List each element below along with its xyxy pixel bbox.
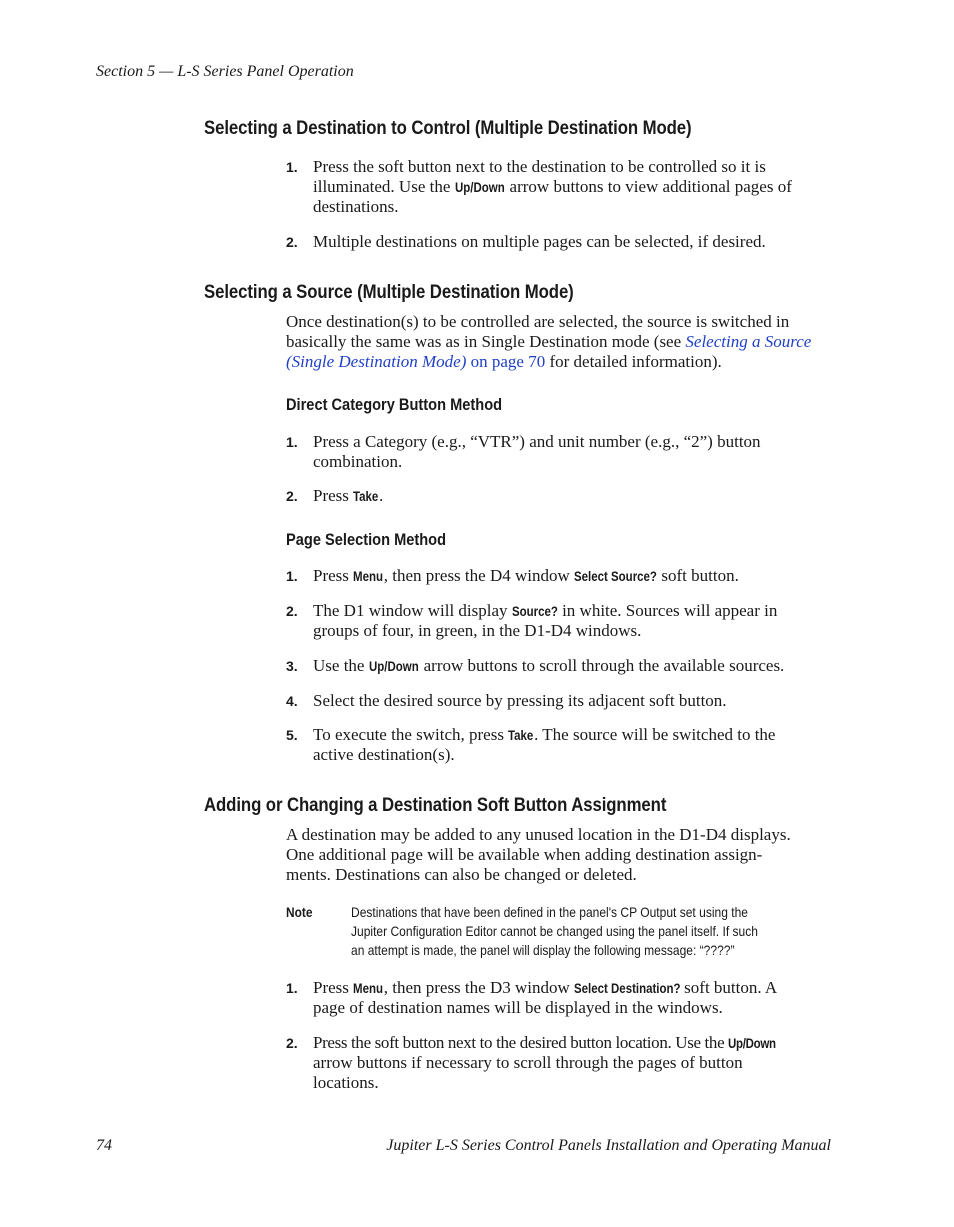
cross-reference-link[interactable]: Selecting a Source xyxy=(685,332,812,351)
step-text: Press a Category (e.g., “VTR”) and unit number (e.g., “2”) button xyxy=(313,432,761,451)
step-number: 1. xyxy=(286,568,298,584)
step-text: Press xyxy=(313,978,354,997)
step-text: arrow buttons to view additional pages of xyxy=(505,177,792,196)
step-text: , then press the D3 window xyxy=(383,978,574,997)
step-number: 1. xyxy=(286,434,298,450)
paragraph-text: One additional page will be available when adding destination assign- xyxy=(286,845,763,864)
page-number: 74 xyxy=(96,1137,112,1154)
step-text: in white. Sources will appear in xyxy=(557,601,778,620)
note-line: Destinations that have been defined in the panel's CP Output set using the xyxy=(351,904,748,920)
section-heading-adding-destination: Adding or Changing a Destination Soft Button Assignment xyxy=(204,794,667,816)
key-label: Take xyxy=(508,727,534,743)
key-label: Up/Down xyxy=(454,179,505,195)
step-text: Use the xyxy=(313,656,369,675)
step-text: The D1 window will display xyxy=(313,601,512,620)
section-heading-select-source: Selecting a Source (Multiple Destination Mode) xyxy=(204,281,574,303)
step-text: combination. xyxy=(313,452,403,471)
step-text: Select the desired source by pressing its adjacent soft button. xyxy=(313,691,727,710)
list-item xyxy=(286,691,834,711)
list-item xyxy=(286,157,834,217)
step-number: 4. xyxy=(286,693,298,709)
step-text: illuminated. Use the xyxy=(313,177,455,196)
note-line: an attempt is made, the panel will display the following message: “????” xyxy=(351,942,735,958)
step-number: 2. xyxy=(286,234,298,250)
paragraph-text: Once destination(s) to be controlled are selected, the source is switched in xyxy=(286,312,790,331)
manual-title: Jupiter L-S Series Control Panels Installation and Operating Manual xyxy=(386,1137,831,1154)
list-item xyxy=(286,601,834,641)
key-label: Select Destination? xyxy=(574,980,681,996)
step-text: groups of four, in green, in the D1-D4 windows. xyxy=(313,621,642,640)
note-text xyxy=(351,903,821,960)
step-text: locations. xyxy=(313,1073,379,1092)
intro-paragraph xyxy=(286,825,834,885)
page-reference-link[interactable]: on page 70 xyxy=(466,352,546,371)
section-heading-select-destination: Selecting a Destination to Control (Multiple Destination Mode) xyxy=(204,117,692,139)
step-number: 5. xyxy=(286,727,298,743)
step-text: soft button. A xyxy=(679,978,778,997)
step-number: 2. xyxy=(286,488,298,504)
list-item xyxy=(286,486,834,506)
paragraph-text: A destination may be added to any unused location in the D1-D4 displays. xyxy=(286,825,791,844)
list-item xyxy=(286,656,834,676)
step-text: To execute the switch, press xyxy=(313,725,509,744)
key-label: Menu xyxy=(353,568,384,584)
list-item xyxy=(286,232,834,252)
step-text: destinations. xyxy=(313,197,399,216)
step-text: Multiple destinations on multiple pages can be selected, if desired. xyxy=(313,232,766,251)
step-text: soft button. xyxy=(657,566,739,585)
step-text: , then press the D4 window xyxy=(383,566,574,585)
cross-reference-link[interactable]: (Single Destination Mode) xyxy=(286,352,467,371)
list-item xyxy=(286,725,834,765)
note-line: Jupiter Configuration Editor cannot be changed using the panel itself. If such xyxy=(351,923,758,939)
list-item xyxy=(286,1033,834,1093)
step-text: Press xyxy=(313,566,354,585)
step-text: arrow buttons if necessary to scroll through the pages of button xyxy=(313,1053,743,1072)
step-text: page of destination names will be displayed in the windows. xyxy=(313,998,723,1017)
subheading-page-selection: Page Selection Method xyxy=(286,530,447,549)
step-text: active destination(s). xyxy=(313,745,455,764)
step-text: Press the soft button next to the desired button location. Use the xyxy=(313,1033,729,1052)
step-text: arrow buttons to scroll through the available sources. xyxy=(419,656,785,675)
key-label: Select Source? xyxy=(574,568,657,584)
step-text: Press xyxy=(313,486,354,505)
subheading-direct-category: Direct Category Button Method xyxy=(286,395,503,414)
key-label: Take xyxy=(353,488,379,504)
step-text: . xyxy=(379,486,384,505)
intro-paragraph xyxy=(286,312,834,372)
step-number: 2. xyxy=(286,1035,298,1051)
paragraph-text: basically the same was as in Single Destination mode (see xyxy=(286,332,686,351)
key-label: Menu xyxy=(353,980,384,996)
key-label: Up/Down xyxy=(368,658,419,674)
step-number: 1. xyxy=(286,980,298,996)
key-label: Source? xyxy=(511,603,558,619)
paragraph-text: ments. Destinations can also be changed or deleted. xyxy=(286,865,637,884)
step-number: 3. xyxy=(286,658,298,674)
step-text: Press the soft button next to the destination to be controlled so it is xyxy=(313,157,766,176)
note-label: Note xyxy=(286,904,313,920)
list-item xyxy=(286,566,834,586)
list-item xyxy=(286,432,834,472)
step-number: 1. xyxy=(286,159,298,175)
paragraph-text: for detailed information). xyxy=(545,352,722,371)
running-header: Section 5 — L-S Series Panel Operation xyxy=(96,63,354,80)
step-number: 2. xyxy=(286,603,298,619)
key-label: Up/Down xyxy=(728,1035,776,1051)
list-item xyxy=(286,978,834,1018)
step-text: . The source will be switched to the xyxy=(534,725,776,744)
